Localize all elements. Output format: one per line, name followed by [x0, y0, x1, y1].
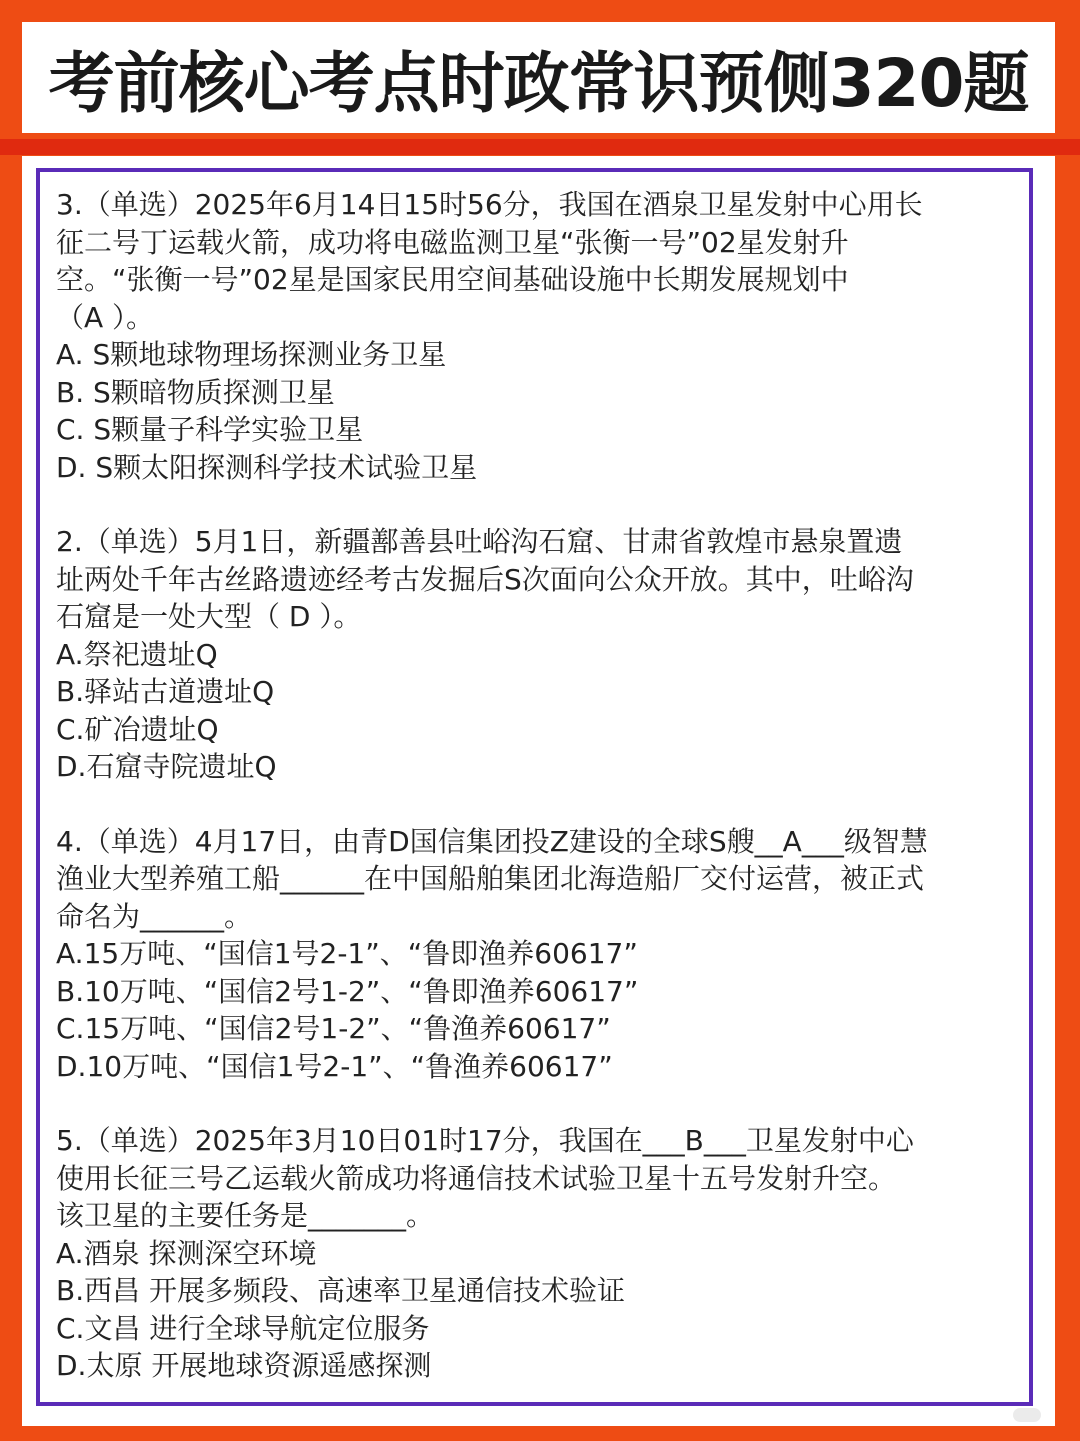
title-banner	[22, 22, 1055, 133]
question-stem-line: 空。“张衡一号”02星是国家民用空间基础设施中长期发展规划中	[56, 263, 849, 296]
question-stem-line: 征二号丁运载火箭，成功将电磁监测卫星“张衡一号”02星发射升	[56, 225, 849, 259]
header-divider-stripe	[0, 139, 1080, 155]
option-b: B.西昌 开展多频段、高速率卫星通信技术验证	[56, 1274, 626, 1307]
question-stem-line: 命名为______。	[56, 899, 253, 933]
option-d: D.石窟寺院遗址Q	[56, 750, 277, 783]
page-title: 考前核心考点时政常识预侧320题	[48, 45, 1029, 122]
option-c: C.文昌 进行全球导航定位服务	[56, 1311, 430, 1345]
question-item	[56, 823, 1021, 1086]
option-d: D.10万吨、“国信1号2-1”、“鲁渔养60617”	[56, 1049, 613, 1083]
option-b: B.10万吨、“国信2号1-2”、“鲁即渔养60617”	[56, 974, 639, 1008]
question-stem-line: （A ）。	[56, 300, 155, 334]
option-d: D. S颗太阳探测科学技术试验卫星	[56, 450, 478, 484]
option-c: C. S颗量子科学实验卫星	[56, 413, 364, 446]
question-list	[56, 186, 1021, 1422]
option-a: A. S颗地球物理场探测业务卫星	[56, 338, 447, 371]
question-item	[56, 523, 1021, 786]
option-c: C.矿冶遗址Q	[56, 712, 219, 746]
option-c: C.15万吨、“国信2号1-2”、“鲁渔养60617”	[56, 1012, 611, 1045]
watermark-badge	[1013, 1408, 1041, 1422]
question-item	[56, 186, 1021, 486]
option-a: A.酒泉 探测深空环境	[56, 1236, 317, 1270]
question-item	[56, 1122, 1021, 1385]
question-stem-line: 3.（单选）2025年6月14日15时56分，我国在酒泉卫星发射中心用长	[56, 188, 923, 221]
question-stem-line: 2.（单选）5月1日，新疆鄯善县吐峪沟石窟、甘肃省敦煌市悬泉置遗	[56, 525, 903, 558]
question-stem-line: 4.（单选）4月17日，由青D国信集团投Z建设的全球S艘__A___级智慧	[56, 824, 928, 858]
question-stem-line: 石窟是一处大型（ D ）。	[56, 600, 362, 633]
question-stem-line: 使用长征三号乙运载火箭成功将通信技术试验卫星十五号发射升空。	[56, 1161, 897, 1195]
question-card	[22, 156, 1055, 1426]
option-b: B.驿站古道遗址Q	[56, 675, 275, 708]
question-stem-line: 址两处千年古丝路遗迹经考古发掘后S次面向公众开放。其中，吐峪沟	[56, 562, 914, 596]
option-d: D.太原 开展地球资源遥感探测	[56, 1349, 432, 1382]
question-stem-line: 5.（单选）2025年3月10日01时17分，我国在___B___卫星发射中心	[56, 1124, 914, 1157]
option-b: B. S颗暗物质探测卫星	[56, 375, 335, 409]
option-a: A.祭祀遗址Q	[56, 637, 218, 671]
question-stem-line: 该卫星的主要任务是_______。	[56, 1199, 435, 1232]
option-a: A.15万吨、“国信1号2-1”、“鲁即渔养60617”	[56, 937, 638, 970]
question-stem-line: 渔业大型养殖工船______在中国船舶集团北海造船厂交付运营，被正式	[56, 862, 925, 895]
